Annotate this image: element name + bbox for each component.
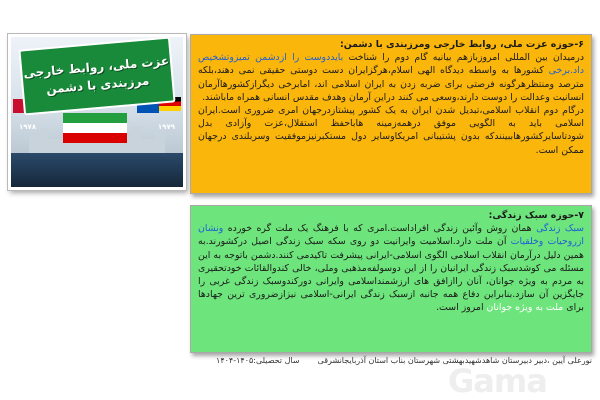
iran-flag-icon	[63, 113, 127, 143]
year-left: ۱۹۷۸	[19, 123, 37, 131]
topic-illustration	[8, 34, 186, 190]
footer-author: نورعلی آیین ،دبیر دبیرستان شاهدشهیدبهشتی شهرستان بناب استان آذربایجانشرقی	[317, 356, 592, 365]
section-6-highlight: بایددوست را ازدشمن تمیزوتشخیص داد.برخی	[198, 52, 584, 77]
year-right: ۱۹۷۹	[157, 123, 175, 131]
section-7-paragraph	[198, 222, 584, 314]
section-6-text-a: درمیدان بین المللی امروزبازهم بیانیه گام دوم را شناخت	[348, 52, 584, 64]
section-7-text-c: امروز است.	[436, 302, 484, 314]
section-6-paragraph-2: درگام دوم انقلاب اسلامی،تبدیل شدن ایران به یک کشور پیشتازدرجهان امری ضروری است.ایران اسلامی باید به الگویی موفق درهمه‌زمینه هاباحفظ استقلال،عزت وآزادی بدل شودتاسایرکشورهاببینندکه بدون پشتیبانی امریکاوسایر دول مستکبرنیزموفقیت وسربلندی درجهان ممکن است.	[198, 105, 584, 156]
section-7-highlight-1: سبک زندگی	[536, 223, 585, 235]
section-7-text-a: همان روش وآئین زندگی افراداست.امری که با فرهنگ یک ملت گره خورده	[227, 223, 532, 235]
section-lifestyle	[190, 205, 592, 353]
banner-line-1: عزت ملی، روابط خارجی	[22, 53, 170, 81]
section-national-dignity	[190, 34, 592, 194]
section-6-title: ۶-حوزه عزت ملی، روابط خارجی ومرزبندی با دشمن:	[339, 39, 584, 50]
watermark-logo: Gama	[448, 362, 547, 400]
crowd-silhouette	[11, 153, 183, 187]
section-7-title: ۷-حوزه سبک زندگی:	[488, 210, 584, 221]
illustration-banner	[18, 37, 175, 116]
section-7-highlight-3: ملت به ویژه جوانان	[486, 302, 564, 314]
section-7-text-b: آن ملت دارد.اسلامیت وایرانیت دو روی سکه سبک زندگی اصیل درکشورند.به همین دلیل درآرمان انقلاب اسلامی الگوی اسلامی-ایرانی پیشرفت تاکیدمی کنند.دشمن باتوجه به این مسئله می کوشدسبک زندگی ایرانیان را از این دوسولفه‌مذهبی وملی، خالی کندوالقائات خودتحقیری به مردم به ویژه جوانان، آنان رااز‌افق های ارزشمنداسلامی وایرانی دورکندوسبک زندگی غربی را جایگزین آن سازد.بنابراین دفاع همه جانبه ازسبک زندگی ایرانی-اسلامی نیزازضروری ترین جهادها برای	[198, 236, 584, 314]
section-6-text-b: کشورها به واسطه دیدگاه الهی اسلام،هرگزایران دست دوستی حقیقی نمی دهند،بلکه مترصد ومنتظرهرگونه فرصتی برای ضربه زدن به ایران اسلامی اند، امابرخی دیگرازکشورهاآرمان انسانیت وعدالت را دوست دارند،وسعی می کنند دراین آرمان وهدف مقدس انسانی همراه ماباشند.	[198, 65, 584, 103]
section-6-paragraph-1	[198, 51, 584, 104]
section-7-highlight-2: ونشان ازروحیات وخلقیات	[198, 223, 584, 248]
banner-line-2: مرزبندی با دشمن	[45, 73, 150, 97]
footer-year: سال تحصیلی:۱۴۰۵-۱۴۰۴	[216, 356, 300, 365]
